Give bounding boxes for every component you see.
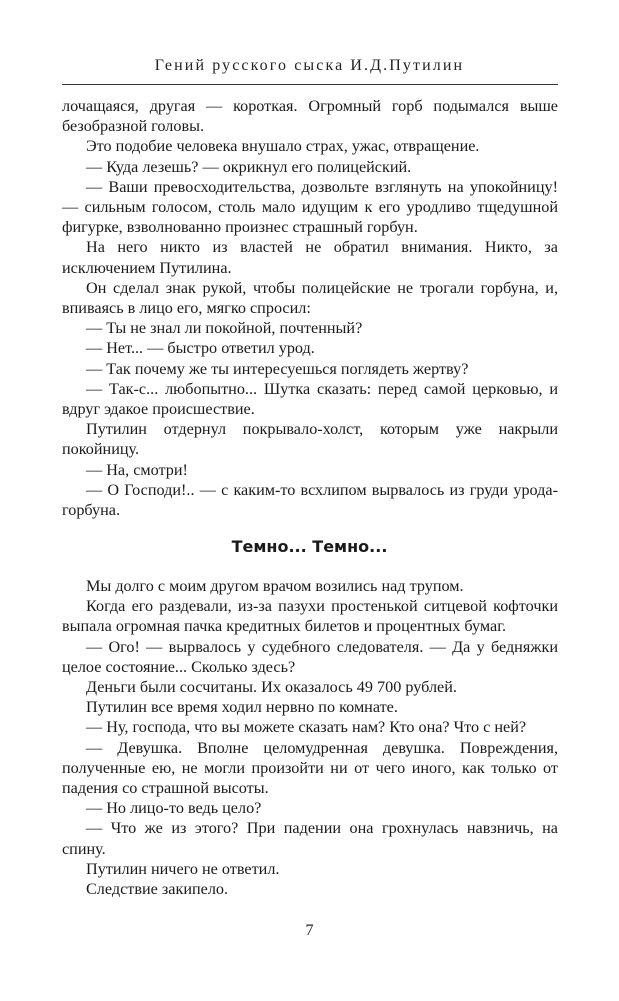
- paragraph: — Ваши превосходительства, дозвольте взглянуть на упокойницу! — сильным голосом, столь мало идущим к его уродливо тщедушной фигурке, взволнованно произнес страшный горбун.: [62, 177, 558, 237]
- paragraph: Следствие закипело.: [86, 880, 229, 899]
- text-block-section-2: [62, 576, 558, 899]
- paragraph: Деньги были сосчитаны. Их оказалось 49 700 рублей.: [86, 678, 457, 697]
- paragraph: — Ого! — вырвалось у судебного следователя. — Да у бедняжки целое состояние... Сколько здесь?: [62, 637, 558, 676]
- paragraph: На него никто из властей не обратил внимания. Никто, за исключением Путилина.: [62, 238, 558, 277]
- paragraph: Мы долго с моим другом врачом возились над трупом.: [86, 577, 464, 595]
- paragraph: Путилин ничего не ответил.: [86, 859, 280, 878]
- header-divider: [62, 84, 558, 85]
- paragraph: — Так почему же ты интересуешься поглядеть жертву?: [86, 359, 469, 378]
- paragraph: — О Господи!.. — с каким-то всхлипом вырвалось из груди урода-горбуна.: [62, 480, 558, 520]
- paragraph: Путилин все время ходил нервно по комнате.: [86, 698, 398, 717]
- section-heading: Темно... Темно...: [231, 537, 388, 556]
- text-block-section-1: [62, 96, 558, 520]
- running-head-title: Гений русского сыска И.Д.Путилин: [154, 57, 465, 74]
- paragraph: Это подобие человека внушало страх, ужас, отвращение.: [86, 137, 480, 156]
- paragraph: Он сделал знак рукой, чтобы полицейские не трогали горбуна, и, впиваясь в лицо его, мягко спросил:: [62, 278, 558, 318]
- paragraph: Путилин отдернул покрывало-холст, которым уже накрыли покойницу.: [62, 420, 558, 459]
- paragraph: лочащаяся, другая — короткая. Огромный горб подымался выше безобразной головы.: [62, 97, 558, 136]
- paragraph: — На, смотри!: [86, 460, 188, 479]
- paragraph: — Нет... — быстро ответил урод.: [86, 339, 315, 358]
- paragraph: — Но лицо-то ведь цело?: [86, 799, 262, 818]
- paragraph: — Ты не знал ли покойной, почтенный?: [86, 319, 363, 338]
- paragraph: — Ну, господа, что вы можете сказать нам? Кто она? Что с ней?: [86, 718, 527, 737]
- paragraph: — Что же из этого? При падении она грохнулась навзничь, на спину.: [62, 819, 558, 858]
- page-number: 7: [305, 922, 314, 939]
- paragraph: — Куда лезешь? — окрикнул его полицейский.: [86, 157, 412, 176]
- paragraph: Когда его раздевали, из-за пазухи простенькой ситцевой кофточки выпала огромная пачка кредитных билетов и процентных бумаг.: [62, 597, 558, 636]
- paragraph: — Так-с... любопытно... Шутка сказать: перед самой церковью, и вдруг эдакое происшествие.: [62, 379, 558, 419]
- paragraph: — Девушка. Вполне целомудренная девушка. Повреждения, полученные ею, не могли произойти ни от чего иного, как только от падения со страшной высоты.: [62, 738, 558, 798]
